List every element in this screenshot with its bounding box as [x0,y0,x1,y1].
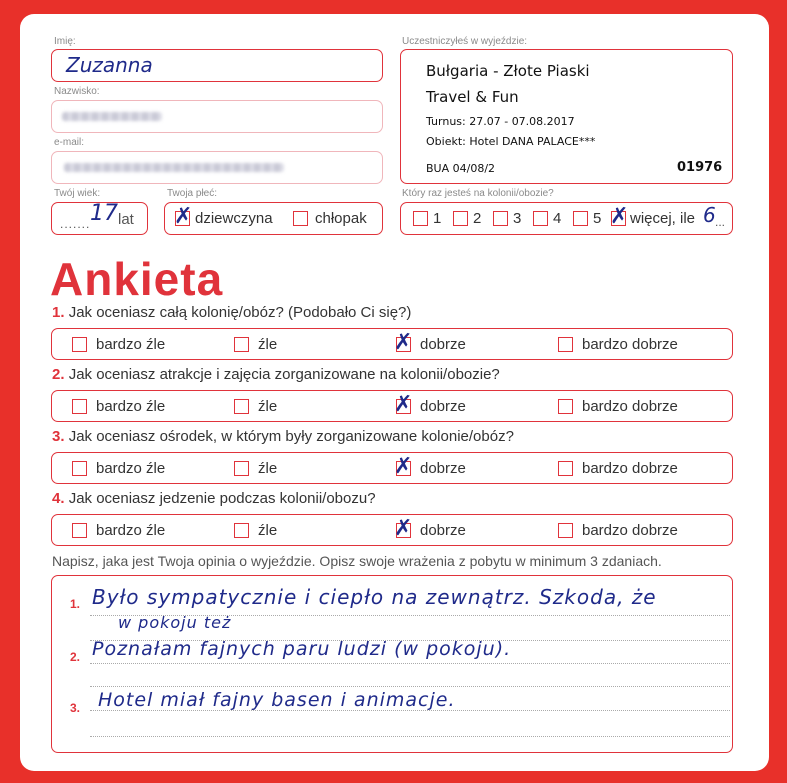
times-option-1: 1 [433,210,442,227]
q2-checkbox-very-bad[interactable] [72,399,87,414]
survey-title: Ankieta [50,253,224,305]
age-dots: ....... [60,217,91,231]
times-checkbox-2[interactable] [453,211,468,226]
times-count-value: 6 [703,203,716,227]
opinion-prompt: Napisz, jaka jest Twoja opinia o wyjeździe. Opisz swoje wrażenia z pobytu w minimum 3 zdaniach. [52,553,662,569]
q3-checkbox-very-good[interactable] [558,461,573,476]
gender-label: Twoja płeć: [167,188,218,199]
times-dots: ... [715,215,726,229]
q4-checkbox-very-good[interactable] [558,523,573,538]
q2-checkbox-very-good[interactable] [558,399,573,414]
q1-option-very-bad: bardzo źle [96,336,166,353]
name-field[interactable] [51,49,383,82]
question-4: 4. Jak oceniasz jedzenie podczas kolonii/obozu? [52,490,376,507]
q1-checkbox-very-good[interactable] [558,337,573,352]
gender-field [164,202,383,235]
question-4-text: Jak oceniasz jedzenie podczas kolonii/obozu? [68,490,376,507]
question-1-text: Jak oceniasz całą kolonię/obóz? (Podobało Ci się?) [68,304,412,321]
trip-organizer: Travel & Fun [426,88,519,106]
turnus-value: 27.07 - 07.08.2017 [469,115,575,128]
q4-checkbox-bad[interactable] [234,523,249,538]
trip-code: BUA 04/08/2 [426,162,496,175]
opinion-line-2-text: Poznałam fajnych paru ludzi (w pokoju). [92,638,512,660]
q4-checkbox-very-bad[interactable] [72,523,87,538]
times-checkbox-3[interactable] [493,211,508,226]
turnus-label: Turnus: [426,115,466,128]
q4-option-good: dobrze [420,522,466,539]
opinion-line-2-number: 2. [70,650,81,664]
age-suffix: lat [118,211,134,228]
opinion-line-1b-text: w pokoju też [118,613,232,632]
times-check-mark: ✗ [610,204,629,229]
question-2: 2. Jak oceniasz atrakcje i zajęcia zorganizowane na kolonii/obozie? [52,366,500,383]
question-1-options [51,328,733,360]
trip-info-box [400,49,733,184]
question-3: 3. Jak oceniasz ośrodek, w którym były zorganizowane kolonie/obóz? [52,428,514,445]
age-value: 17 [90,201,118,226]
q4-option-very-good: bardzo dobrze [582,522,678,539]
times-checkbox-5[interactable] [573,211,588,226]
q3-check-mark: ✗ [394,454,413,479]
surname-label: Nazwisko: [54,86,100,97]
q3-option-good: dobrze [420,460,466,477]
q1-option-good: dobrze [420,336,466,353]
times-label: Który raz jesteś na kolonii/obozie? [402,188,554,199]
q1-check-mark: ✗ [394,330,413,355]
opinion-line [90,686,730,687]
times-checkbox-1[interactable] [413,211,428,226]
email-label: e-mail: [54,137,85,148]
name-label: Imię: [54,36,76,47]
surname-field[interactable] [51,100,383,133]
trip-label: Uczestniczyłeś w wyjeździe: [402,36,528,47]
question-3-text: Jak oceniasz ośrodek, w którym były zorganizowane kolonie/obóz? [68,428,514,445]
opinion-line [90,663,730,664]
gender-check-mark: ✗ [174,204,193,229]
times-field [400,202,733,235]
opinion-line-3-number: 3. [70,701,81,715]
times-option-3: 3 [513,210,522,227]
trip-destination: Bułgaria - Złote Piaski [426,62,590,80]
q1-checkbox-very-bad[interactable] [72,337,87,352]
name-value: Zuzanna [66,53,153,77]
q3-option-very-good: bardzo dobrze [582,460,678,477]
opinion-line [90,736,730,737]
q2-option-bad: źle [258,398,278,415]
q4-check-mark: ✗ [394,516,413,541]
q3-option-very-bad: bardzo źle [96,460,166,477]
opinion-line-1-text: Było sympatycznie i ciepło na zewnątrz. Szkoda, że [92,585,657,609]
q2-option-good: dobrze [420,398,466,415]
gender-option-girl: dziewczyna [195,210,273,227]
q2-check-mark: ✗ [394,392,413,417]
times-option-more: więcej, ile [630,210,696,227]
times-option-4: 4 [553,210,562,227]
q4-option-very-bad: bardzo źle [96,522,166,539]
q2-option-very-bad: bardzo źle [96,398,166,415]
email-field[interactable] [51,151,383,184]
question-4-options [51,514,733,546]
q3-option-bad: źle [258,460,278,477]
q1-option-very-good: bardzo dobrze [582,336,678,353]
question-1: 1. Jak oceniasz całą kolonię/obóz? (Podobało Ci się?) [52,304,412,321]
times-option-2: 2 [473,210,482,227]
q3-checkbox-bad[interactable] [234,461,249,476]
opinion-line-3-text: Hotel miał fajny basen i animacje. [98,689,456,711]
object-label: Obiekt: [426,135,466,148]
age-field[interactable] [51,202,148,235]
question-3-options [51,452,733,484]
times-checkbox-4[interactable] [533,211,548,226]
times-option-5: 5 [593,210,602,227]
gender-option-boy: chłopak [315,210,367,227]
trip-number: 01976 [677,160,723,175]
gender-checkbox-boy[interactable] [293,211,308,226]
opinion-line-1-number: 1. [70,597,81,611]
email-redacted [64,163,284,172]
q1-option-bad: źle [258,336,278,353]
q2-checkbox-bad[interactable] [234,399,249,414]
question-2-options [51,390,733,422]
question-2-text: Jak oceniasz atrakcje i zajęcia zorganizowane na kolonii/obozie? [68,366,500,383]
age-label: Twój wiek: [54,188,101,199]
q1-checkbox-bad[interactable] [234,337,249,352]
surname-redacted [62,112,162,121]
q3-checkbox-very-bad[interactable] [72,461,87,476]
q2-option-very-good: bardzo dobrze [582,398,678,415]
object-value: Hotel DANA PALACE*** [469,135,596,148]
q4-option-bad: źle [258,522,278,539]
